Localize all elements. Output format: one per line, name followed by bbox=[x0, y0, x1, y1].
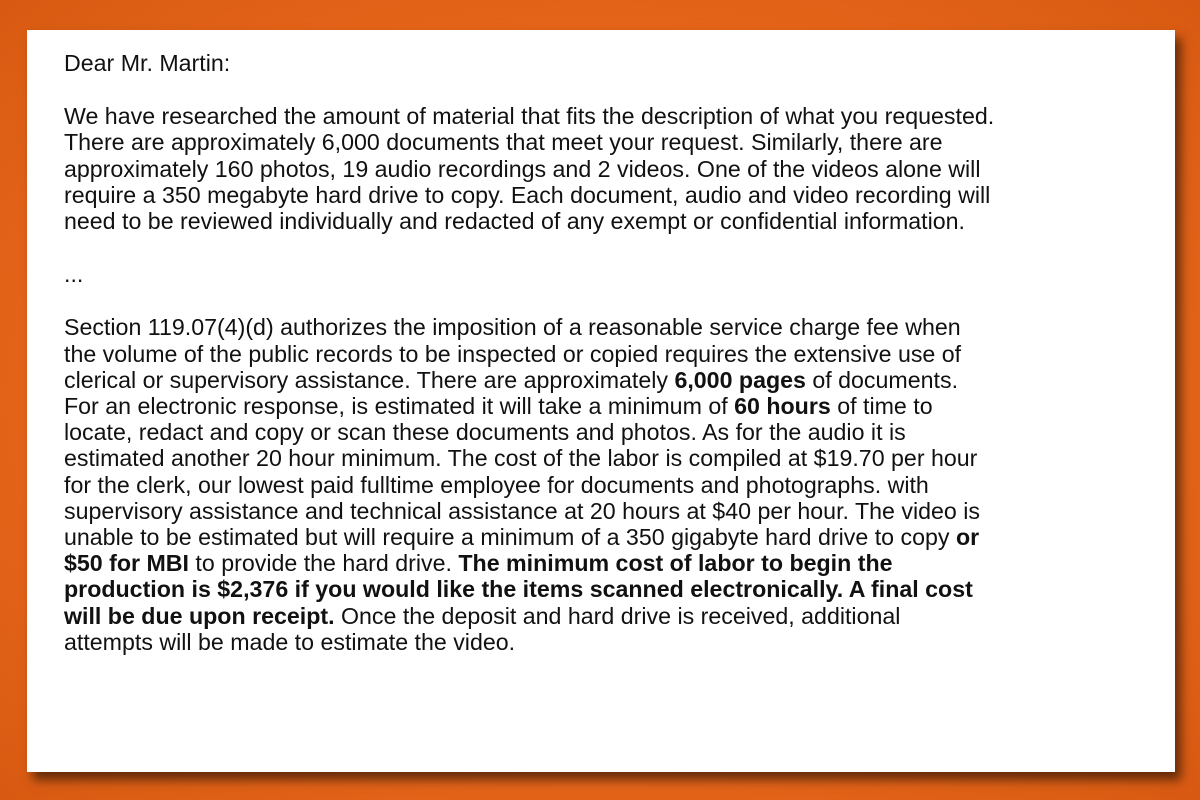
bold-hours: 60 hours bbox=[734, 393, 831, 420]
spacer bbox=[64, 76, 1175, 103]
text-line: approximately 160 photos, 19 audio recordings and 2 videos. One of the videos alone will bbox=[64, 155, 981, 182]
text-line: need to be reviewed individually and redacted of any exempt or confidential information. bbox=[64, 208, 965, 235]
bold-mbi: $50 for MBI bbox=[64, 550, 189, 577]
paragraph-2 bbox=[64, 314, 1175, 655]
salutation: Dear Mr. Martin: bbox=[64, 50, 231, 76]
text-line bbox=[64, 550, 1175, 576]
bold-due: will be due upon receipt. bbox=[64, 602, 335, 629]
text-line bbox=[64, 524, 1175, 550]
text-run: unable to be estimated but will require a minimum of a 350 gigabyte hard drive to copy bbox=[64, 524, 956, 551]
spacer bbox=[64, 287, 1175, 314]
bold-pages: 6,000 pages bbox=[674, 366, 806, 393]
text-run: to provide the hard drive. bbox=[188, 550, 459, 577]
text-line: supervisory assistance and technical assistance at 20 hours at $40 per hour. The video is bbox=[64, 497, 981, 524]
bold-or: or bbox=[955, 524, 980, 551]
ellipsis: ... bbox=[64, 261, 84, 288]
paragraph-1 bbox=[64, 103, 1175, 234]
text-line bbox=[64, 576, 1175, 602]
text-line: We have researched the amount of material that fits the description of what you requested. bbox=[64, 103, 995, 130]
text-line: There are approximately 6,000 documents that meet your request. Similarly, there are bbox=[64, 129, 943, 156]
text-line: estimated another 20 hour minimum. The cost of the labor is compiled at $19.70 per hour bbox=[64, 445, 978, 472]
bold-minimum-cost: The minimum cost of labor to begin the bbox=[458, 550, 893, 577]
text-run: For an electronic response, is estimated it will take a minimum of bbox=[64, 393, 735, 420]
text-line bbox=[64, 393, 1175, 419]
spacer bbox=[64, 234, 1175, 261]
text-run: Once the deposit and hard drive is received, additional bbox=[334, 602, 901, 629]
text-line: require a 350 megabyte hard drive to copy. Each document, audio and video recording will bbox=[64, 181, 991, 208]
bold-production: production is $2,376 if you would like the items scanned electronically. A final cost bbox=[64, 576, 973, 603]
text-line: locate, redact and copy or scan these documents and photos. As for the audio it is bbox=[64, 419, 906, 446]
text-line: for the clerk, our lowest paid fulltime employee for documents and photographs. with bbox=[64, 471, 929, 498]
text-run: clerical or supervisory assistance. There are approximately bbox=[64, 366, 675, 393]
text-line: the volume of the public records to be inspected or copied requires the extensive use of bbox=[64, 340, 962, 367]
letter-page bbox=[27, 30, 1175, 772]
text-line bbox=[64, 603, 1175, 629]
text-run: of time to bbox=[830, 393, 933, 420]
text-line: attempts will be made to estimate the video. bbox=[64, 628, 516, 655]
text-line: Section 119.07(4)(d) authorizes the imposition of a reasonable service charge fee when bbox=[64, 314, 961, 341]
text-line bbox=[64, 367, 1175, 393]
text-run: of documents. bbox=[805, 366, 959, 393]
